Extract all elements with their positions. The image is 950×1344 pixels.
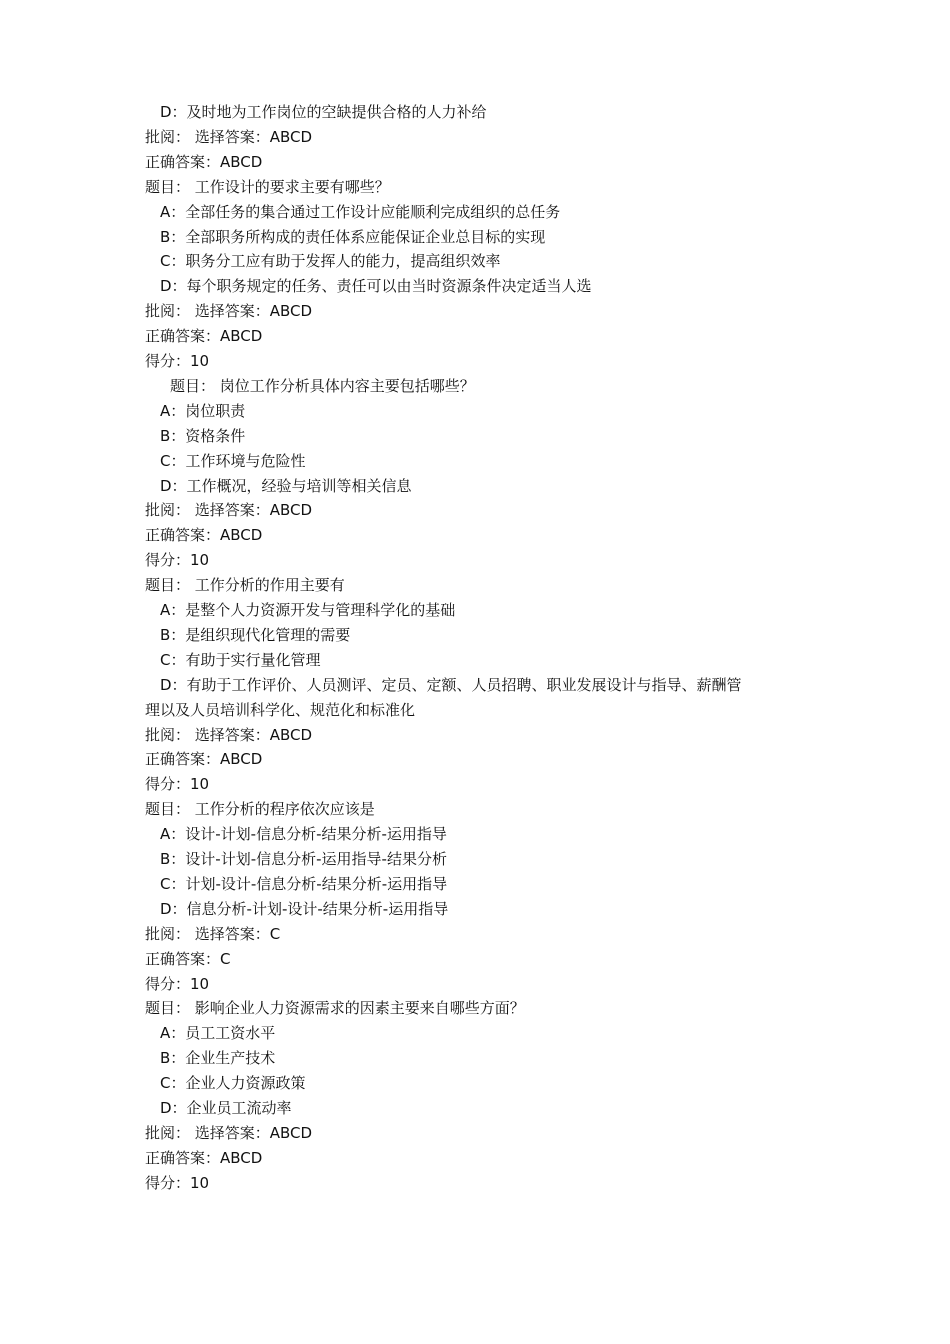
document-line: 正确答案：ABCD — [145, 750, 263, 769]
document-line: D：工作概况，经验与培训等相关信息 — [160, 476, 412, 495]
document-line: A：全部任务的集合通过工作设计应能顺利完成组织的总任务 — [160, 202, 561, 221]
document-line: D：信息分析-计划-设计-结果分析-运用指导 — [160, 899, 449, 918]
document-line: 题目： 工作分析的程序依次应该是 — [145, 800, 375, 819]
document-line: D：有助于工作评价、人员测评、定员、定额、人员招聘、职业发展设计与指导、薪酬管 — [160, 675, 742, 694]
document-line: B：资格条件 — [160, 426, 246, 445]
document-line: C：计划-设计-信息分析-结果分析-运用指导 — [160, 874, 448, 893]
document-line: 理以及人员培训科学化、规范化和标准化 — [145, 700, 416, 719]
document-line: 题目： 工作分析的作用主要有 — [145, 576, 345, 595]
document-line: 正确答案：C — [145, 949, 231, 968]
document-line: 正确答案：ABCD — [145, 1148, 263, 1167]
document-line: 得分：10 — [145, 974, 210, 993]
document-line: 批阅： 选择答案：ABCD — [145, 302, 313, 321]
document-line: 正确答案：ABCD — [145, 327, 263, 346]
document-line: B：全部职务所构成的责任体系应能保证企业总目标的实现 — [160, 227, 546, 246]
document-line: 得分：10 — [145, 1173, 210, 1192]
document-line: B：企业生产技术 — [160, 1049, 276, 1068]
document-line: A：是整个人力资源开发与管理科学化的基础 — [160, 601, 456, 619]
document-line: A：员工工资水平 — [160, 1024, 276, 1043]
document-line: 得分：10 — [145, 352, 210, 370]
document-line: C：工作环境与危险性 — [160, 451, 306, 470]
document-line: C：有助于实行量化管理 — [160, 650, 321, 669]
document-line: 题目： 岗位工作分析具体内容主要包括哪些？ — [170, 376, 475, 395]
document-line: 得分：10 — [145, 775, 210, 794]
document-line: C：职务分工应有助于发挥人的能力，提高组织效率 — [160, 252, 501, 271]
document-line: 批阅： 选择答案：ABCD — [145, 1123, 313, 1142]
document-line: 题目： 影响企业人力资源需求的因素主要来自哪些方面？ — [145, 999, 525, 1018]
document-line: D：及时地为工作岗位的空缺提供合格的人力补给 — [160, 103, 487, 121]
document-line: A：设计-计划-信息分析-结果分析-运用指导 — [160, 825, 447, 844]
document-line: 题目： 工作设计的要求主要有哪些？ — [145, 177, 390, 196]
document-line: C：企业人力资源政策 — [160, 1074, 306, 1093]
document-line: D：企业员工流动率 — [160, 1099, 292, 1117]
document-line: 批阅： 选择答案：ABCD — [145, 127, 313, 146]
document-line: 批阅： 选择答案：ABCD — [145, 725, 313, 744]
document-line: A：岗位职责 — [160, 401, 246, 420]
document-line: D：每个职务规定的任务、责任可以由当时资源条件决定适当人选 — [160, 277, 592, 296]
document-line: 得分：10 — [145, 551, 210, 570]
document-line: 正确答案：ABCD — [145, 526, 263, 545]
document-line: B：设计-计划-信息分析-运用指导-结果分析 — [160, 850, 447, 868]
document-line: 批阅： 选择答案：ABCD — [145, 501, 313, 520]
document-line: B：是组织现代化管理的需要 — [160, 625, 351, 644]
document-line: 批阅： 选择答案：C — [145, 924, 281, 943]
document-line: 正确答案：ABCD — [145, 152, 263, 171]
